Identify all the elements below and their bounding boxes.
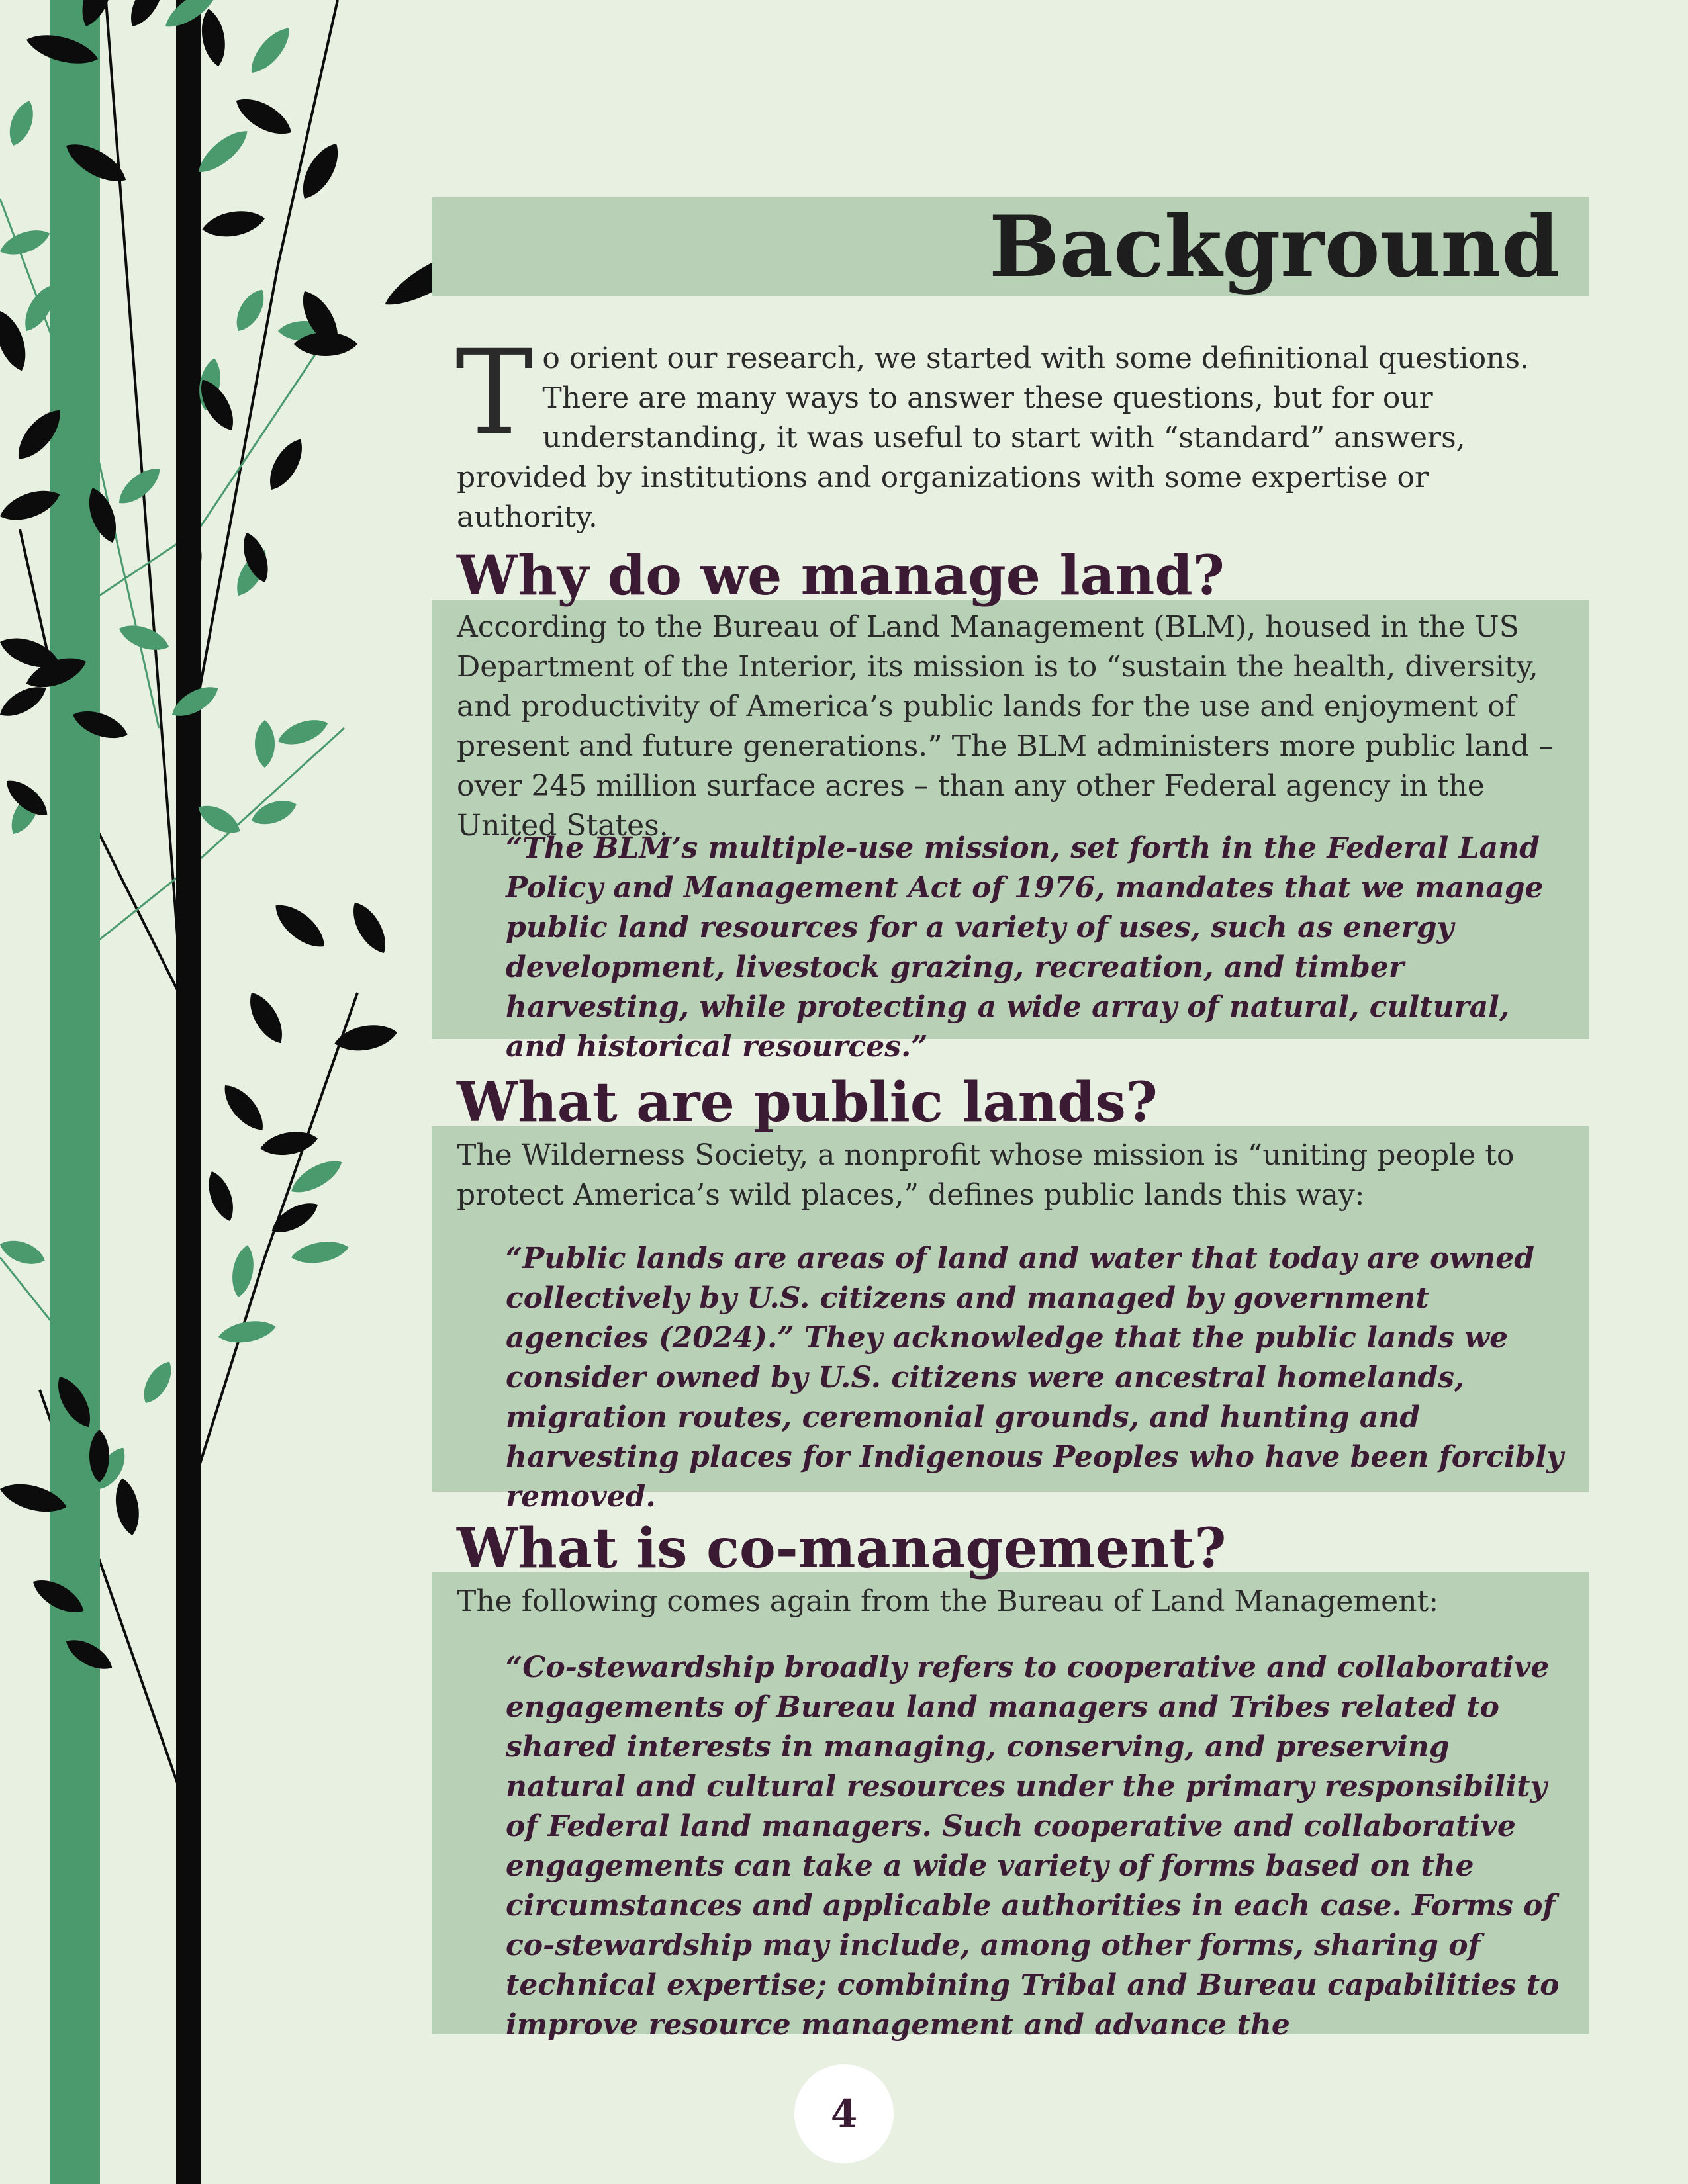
intro-paragraph — [455, 325, 1559, 537]
quote-co-management: “Co-stewardship broadly refers to cooperative and collaborative engagements of Bureau land managers and Tribes related to shared interests in managing, conserving, and preserving natural and cultural resources under the primary responsibility of Federal land managers. Such cooperative and collaborative engagements can take a wide variety of forms based on the circumstances and applicable authorities in each case. Forms of co-stewardship may include, among other forms, sharing of technical expertise; combining Tribal and Bureau capabilities to improve resource management and advance the — [506, 1651, 1560, 2042]
title-band — [432, 197, 1589, 296]
black-bamboo-stem — [176, 0, 201, 2184]
heading-public-lands: What are public lands? — [457, 1071, 1158, 1134]
body-manage-land: According to the Bureau of Land Management (BLM), housed in the US Department of the Interior, its mission is to “sustain the health, diversity, and productivity of America’s public lands for the use and enjoyment of present and future generations.” The BLM administers more public land – over 245 million surface acres – than any other Federal agency in the United States. — [457, 610, 1554, 842]
page-number: 4 — [794, 2064, 894, 2163]
quote-manage-land: “The BLM’s multiple-use mission, set forth in the Federal Land Policy and Management Act of 1976, mandates that we manage public land resources for a variety of uses, such as energy development, livestock grazing, recreation, and timber harvesting, while protecting a wide array of natural, cultural, and historical resources.” — [506, 831, 1544, 1064]
page-title: Background — [988, 198, 1560, 296]
body-public-lands: The Wilderness Society, a nonprofit whose mission is “uniting people to protect America’s wild places,” defines public lands this way: — [457, 1138, 1515, 1212]
heading-manage-land: Why do we manage land? — [457, 544, 1225, 608]
drop-cap: T — [455, 325, 534, 461]
body-co-management: The following comes again from the Bureau of Land Management: — [457, 1584, 1439, 1618]
green-bamboo-stem — [50, 0, 100, 2184]
intro-text: o orient our research, we started with some definitional questions. There are many ways to answer these questions, but for our understanding, it was useful to start with “standard” answers, provided by institutions and organizations with some expertise or authority. — [457, 341, 1530, 534]
bamboo-decoration — [0, 0, 463, 2184]
quote-public-lands: “Public lands are areas of land and water that today are owned collectively by U.S. citizens and managed by government agencies (2024).” They acknowledge that the public lands we consider owned by U.S. citizens were ancestral homelands, migration routes, ceremonial grounds, and hunting and harvesting places for Indigenous Peoples who have been forcibly removed. — [506, 1242, 1564, 1514]
heading-co-management: What is co-management? — [457, 1517, 1227, 1580]
